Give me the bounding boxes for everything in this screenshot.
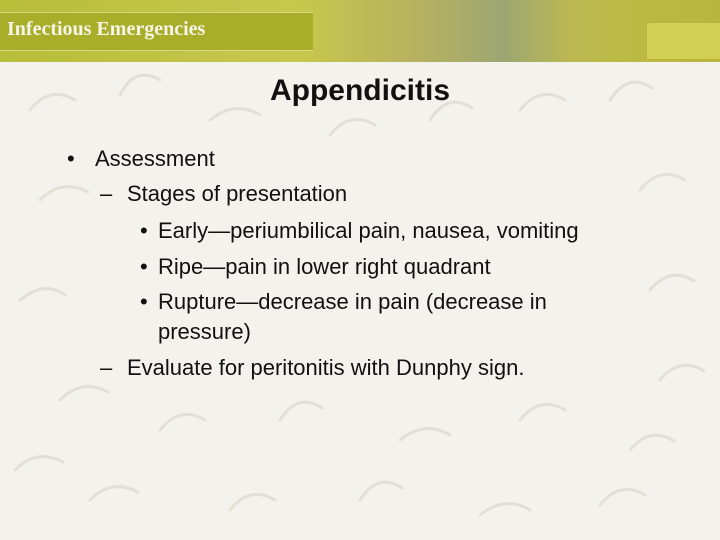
bullet-marker: •	[140, 289, 148, 314]
slide-title: Appendicitis	[269, 74, 450, 107]
bullet-assessment: Assessment	[95, 146, 215, 171]
dash-marker: –	[100, 181, 113, 206]
bullet-marker: •	[67, 146, 75, 171]
section-title: Infectious Emergencies	[7, 18, 206, 40]
bullet-rupture-continuation: pressure)	[158, 319, 251, 344]
header-photo	[305, 0, 635, 62]
bullet-marker: •	[140, 254, 148, 279]
bullet-ripe: Ripe—pain in lower right quadrant	[158, 254, 491, 279]
bullet-evaluate: Evaluate for peritonitis with Dunphy sign.	[127, 355, 525, 380]
bullet-marker: •	[140, 218, 148, 243]
bullet-early: Early—periumbilical pain, nausea, vomiting	[158, 218, 579, 243]
dash-marker: –	[100, 355, 113, 380]
bullet-rupture: Rupture—decrease in pain (decrease in	[158, 289, 547, 314]
bullet-stages: Stages of presentation	[127, 181, 348, 206]
header-decoration-box	[646, 22, 720, 60]
